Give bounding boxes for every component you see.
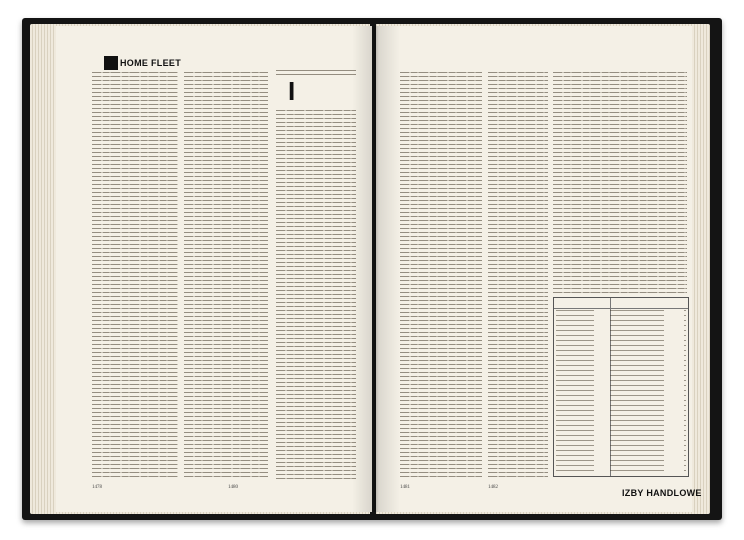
text-texture (553, 72, 687, 294)
ship-icon (104, 56, 118, 70)
right-running-head: IZBY HANDLOWE (622, 488, 702, 498)
table-gap (664, 310, 684, 474)
left-column-3-top (276, 70, 356, 76)
text-texture (184, 72, 268, 480)
page-number: 1480 (228, 485, 238, 490)
text-texture (400, 72, 482, 480)
right-column-1 (400, 72, 482, 480)
text-texture (92, 72, 178, 480)
left-column-1 (92, 72, 178, 480)
data-table (553, 297, 689, 477)
book-gutter-shadow (352, 26, 400, 512)
page-number: 1481 (400, 485, 410, 490)
left-column-3 (276, 110, 356, 480)
text-texture (488, 72, 548, 480)
left-column-2 (184, 72, 268, 480)
table-gap (594, 310, 610, 474)
text-lines (276, 70, 356, 76)
right-column-3 (553, 72, 687, 294)
section-letter: I (288, 76, 296, 106)
left-running-head: HOME FLEET (120, 58, 181, 68)
table-rule (554, 308, 688, 309)
right-column-2 (488, 72, 548, 480)
page-number: 1482 (488, 485, 498, 490)
text-texture (276, 110, 356, 480)
page-number: 1478 (92, 485, 102, 490)
